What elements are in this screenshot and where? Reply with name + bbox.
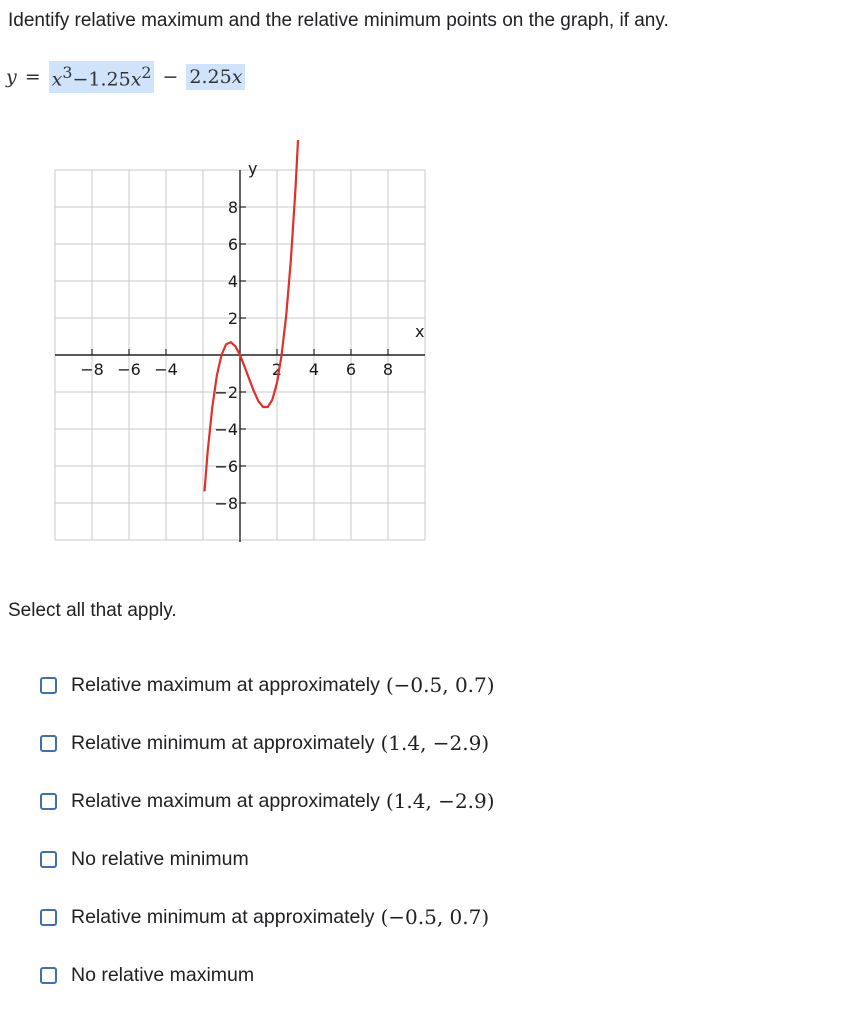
option-coordinates: (−0.5, 0.7) (385, 673, 495, 697)
option-label: Relative minimum at approximately (71, 731, 375, 754)
x-tick-label: −8 (80, 360, 104, 379)
x-axis-label: x (415, 322, 425, 341)
option-no-relative-max[interactable] (40, 946, 495, 1004)
select-all-instruction: Select all that apply. (8, 600, 177, 621)
checkbox[interactable] (40, 851, 57, 868)
option-coordinates: (−0.5, 0.7) (380, 905, 490, 929)
option-relative-min-neg05[interactable] (40, 888, 495, 946)
checkbox[interactable] (40, 735, 57, 752)
option-coordinates: (1.4, −2.9) (380, 731, 490, 755)
y-tick-label: 4 (227, 272, 238, 291)
option-coordinates: (1.4, −2.9) (385, 789, 495, 813)
x-tick-label: 6 (345, 360, 357, 379)
equation-highlighted-terms: $x^3-1.25x^2$ (49, 61, 155, 92)
option-label: No relative minimum (71, 847, 249, 870)
y-tick-label: −6 (214, 457, 238, 476)
checkbox[interactable] (40, 677, 57, 694)
option-relative-max-14[interactable] (40, 772, 495, 830)
checkbox[interactable] (40, 967, 57, 984)
y-tick-label: −4 (214, 420, 238, 439)
y-tick-label: −2 (214, 383, 238, 402)
x-tick-label: 8 (382, 360, 394, 379)
function-graph (50, 140, 440, 550)
x-tick-label: 2 (271, 360, 283, 379)
y-tick-label: 8 (227, 198, 238, 217)
option-no-relative-min[interactable] (40, 830, 495, 888)
option-label: No relative maximum (71, 963, 255, 986)
checkbox[interactable] (40, 909, 57, 926)
y-tick-label: −8 (214, 494, 238, 513)
option-label: Relative maximum at approximately (71, 673, 380, 696)
checkbox[interactable] (40, 793, 57, 810)
y-tick-label: 6 (227, 235, 238, 254)
option-relative-max-neg05[interactable] (40, 656, 495, 714)
equation-lhs: y (6, 66, 17, 88)
y-tick-label: 2 (227, 309, 238, 328)
option-relative-min-14[interactable] (40, 714, 495, 772)
x-tick-label: −6 (117, 360, 141, 379)
option-label: Relative maximum at approximately (71, 789, 380, 812)
option-label: Relative minimum at approximately (71, 905, 375, 928)
equation-minus: − (162, 66, 179, 88)
question-prompt: Identify relative maximum and the relative minimum points on the graph, if any. (8, 10, 669, 31)
y-axis-label: y (248, 159, 258, 178)
answer-options (40, 656, 495, 1004)
equation (6, 62, 245, 92)
equation-linear-term: 2.25x (186, 64, 245, 90)
x-tick-label: 4 (308, 360, 320, 379)
equation-equals: = (24, 66, 41, 88)
x-tick-label: −4 (154, 360, 178, 379)
